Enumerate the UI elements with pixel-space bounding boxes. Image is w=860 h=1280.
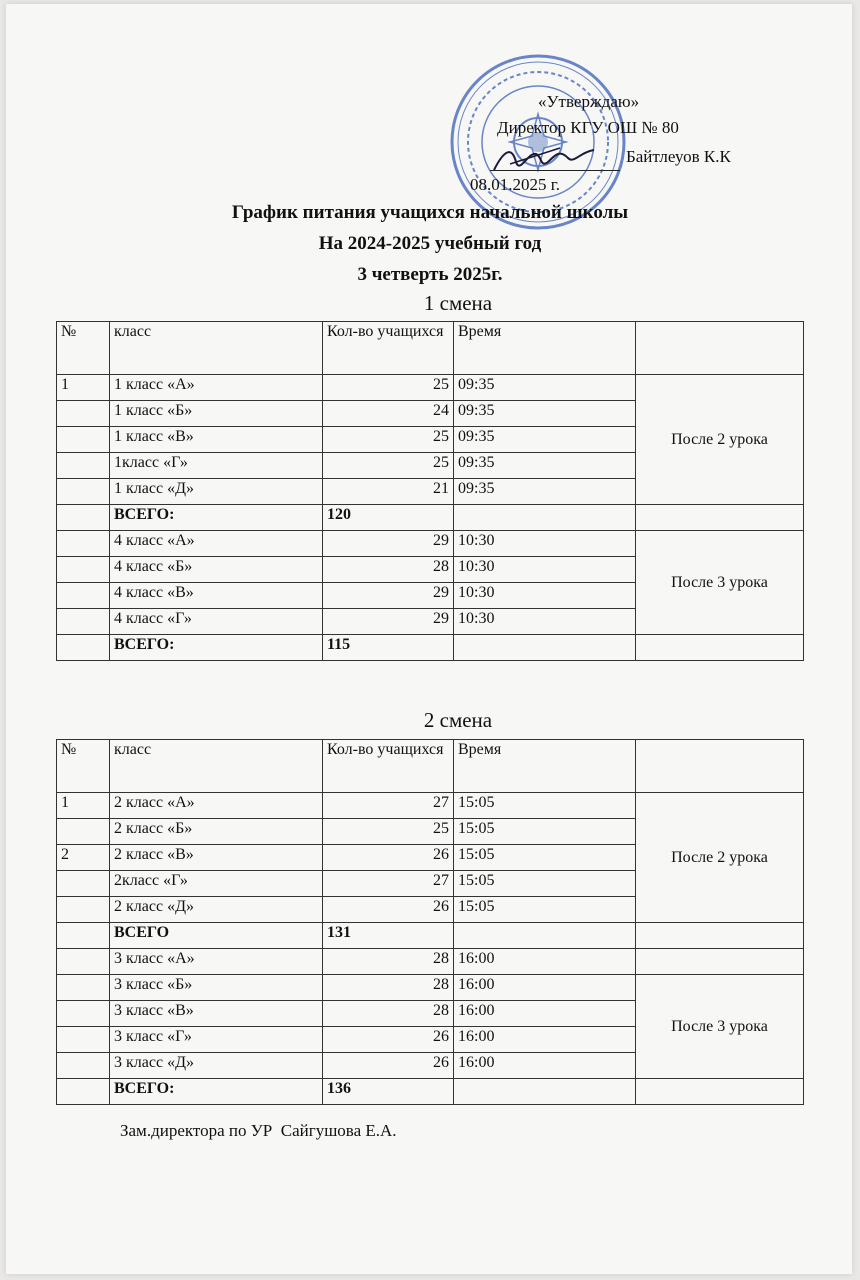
total-count: 115 xyxy=(323,635,454,661)
total-count: 136 xyxy=(323,1079,454,1105)
row-time: 16:00 xyxy=(454,1001,636,1027)
approval-position: Директор КГУ ОШ № 80 xyxy=(497,118,679,137)
row-count: 21 xyxy=(323,479,454,505)
row-note: После 2 урока xyxy=(636,375,804,505)
row-no xyxy=(57,609,110,635)
row-no xyxy=(57,427,110,453)
row-class: 2класс «Г» xyxy=(110,871,323,897)
row-class: 1 класс «А» xyxy=(110,375,323,401)
row-count: 25 xyxy=(323,375,454,401)
header-time: Время xyxy=(454,740,636,793)
row-time: 09:35 xyxy=(454,453,636,479)
row-count: 26 xyxy=(323,897,454,923)
total-row xyxy=(57,923,804,949)
footer-signatory: Зам.директора по УР Сайгушова Е.А. xyxy=(120,1121,397,1140)
row-class: 3 класс «В» xyxy=(110,1001,323,1027)
row-count: 29 xyxy=(323,609,454,635)
row-count: 25 xyxy=(323,819,454,845)
shift-2-title: 2 смена xyxy=(423,708,493,732)
row-class: 3 класс «А» xyxy=(110,949,323,975)
row-count: 26 xyxy=(323,845,454,871)
row-no xyxy=(57,1001,110,1027)
row-no xyxy=(57,531,110,557)
row-no xyxy=(57,949,110,975)
document-subtitle-quarter: 3 четверть 2025г. xyxy=(357,264,503,285)
table-header-row xyxy=(57,322,804,375)
row-time: 15:05 xyxy=(454,897,636,923)
row-count: 28 xyxy=(323,975,454,1001)
total-row xyxy=(57,505,804,531)
approval-date: 08.01.2025 г. xyxy=(470,175,561,194)
header-no: № xyxy=(57,740,110,793)
row-note xyxy=(636,1079,804,1105)
row-no xyxy=(57,557,110,583)
table-row xyxy=(57,975,804,1001)
row-no xyxy=(57,923,110,949)
row-count: 28 xyxy=(323,949,454,975)
table-row xyxy=(57,375,804,401)
row-class: 2 класс «А» xyxy=(110,793,323,819)
row-count: 29 xyxy=(323,583,454,609)
total-row xyxy=(57,1079,804,1105)
approval-name: Байтлеуов К.К xyxy=(626,147,731,166)
row-time: 15:05 xyxy=(454,793,636,819)
row-class: 4 класс «Г» xyxy=(110,609,323,635)
row-time: 10:30 xyxy=(454,609,636,635)
row-class: 4 класс «А» xyxy=(110,531,323,557)
header-count: Кол-во учащихся xyxy=(323,322,454,375)
total-label: ВСЕГО: xyxy=(110,1079,323,1105)
header-count: Кол-во учащихся xyxy=(323,740,454,793)
approval-heading: «Утверждаю» xyxy=(538,92,640,111)
row-count: 26 xyxy=(323,1053,454,1079)
total-count: 131 xyxy=(323,923,454,949)
table-row xyxy=(57,793,804,819)
header-class: класс xyxy=(110,740,323,793)
row-time: 15:05 xyxy=(454,819,636,845)
table-row xyxy=(57,531,804,557)
header-note xyxy=(636,740,804,793)
table-header-row xyxy=(57,740,804,793)
row-no xyxy=(57,1027,110,1053)
row-time: 15:05 xyxy=(454,871,636,897)
row-class: 3 класс «Б» xyxy=(110,975,323,1001)
row-time: 15:05 xyxy=(454,845,636,871)
total-label: ВСЕГО xyxy=(110,923,323,949)
row-class: 2 класс «Б» xyxy=(110,819,323,845)
row-note xyxy=(636,635,804,661)
row-no xyxy=(57,583,110,609)
row-class: 3 класс «Г» xyxy=(110,1027,323,1053)
row-no xyxy=(57,819,110,845)
row-note xyxy=(636,923,804,949)
row-no xyxy=(57,453,110,479)
row-count: 27 xyxy=(323,793,454,819)
row-no xyxy=(57,635,110,661)
header-class: класс xyxy=(110,322,323,375)
header-note xyxy=(636,322,804,375)
row-no xyxy=(57,505,110,531)
row-count: 27 xyxy=(323,871,454,897)
row-class: 1 класс «Б» xyxy=(110,401,323,427)
row-no xyxy=(57,401,110,427)
row-time: 10:30 xyxy=(454,531,636,557)
table-row xyxy=(57,949,804,975)
header-time: Время xyxy=(454,322,636,375)
header-no: № xyxy=(57,322,110,375)
row-note xyxy=(636,949,804,975)
row-no xyxy=(57,897,110,923)
document-title: График питания учащихся начальной школы xyxy=(231,202,629,223)
row-count: 26 xyxy=(323,1027,454,1053)
row-class: 2 класс «Д» xyxy=(110,897,323,923)
row-count: 28 xyxy=(323,1001,454,1027)
row-class: 1 класс «В» xyxy=(110,427,323,453)
row-time xyxy=(454,923,636,949)
row-no xyxy=(57,1079,110,1105)
row-time: 09:35 xyxy=(454,427,636,453)
row-no: 1 xyxy=(57,375,110,401)
row-time: 16:00 xyxy=(454,975,636,1001)
row-time: 09:35 xyxy=(454,375,636,401)
row-class: 2 класс «В» xyxy=(110,845,323,871)
row-class: 4 класс «В» xyxy=(110,583,323,609)
total-row xyxy=(57,635,804,661)
row-time: 09:35 xyxy=(454,401,636,427)
row-no xyxy=(57,479,110,505)
row-time: 10:30 xyxy=(454,583,636,609)
signature-line xyxy=(490,170,620,171)
row-note: После 3 урока xyxy=(636,531,804,635)
row-note xyxy=(636,505,804,531)
row-time: 09:35 xyxy=(454,479,636,505)
row-count: 29 xyxy=(323,531,454,557)
row-no: 2 xyxy=(57,845,110,871)
row-no: 1 xyxy=(57,793,110,819)
row-time: 16:00 xyxy=(454,1053,636,1079)
row-time: 16:00 xyxy=(454,1027,636,1053)
row-time: 16:00 xyxy=(454,949,636,975)
row-no xyxy=(57,975,110,1001)
row-note: После 2 урока xyxy=(636,793,804,923)
total-count: 120 xyxy=(323,505,454,531)
row-class: 1класс «Г» xyxy=(110,453,323,479)
row-class: 3 класс «Д» xyxy=(110,1053,323,1079)
row-time xyxy=(454,1079,636,1105)
row-count: 25 xyxy=(323,453,454,479)
document-subtitle-year: На 2024-2025 учебный год xyxy=(318,233,542,254)
row-time: 10:30 xyxy=(454,557,636,583)
shift-1-title: 1 смена xyxy=(423,291,493,315)
row-note: После 3 урока xyxy=(636,975,804,1079)
row-count: 24 xyxy=(323,401,454,427)
row-no xyxy=(57,1053,110,1079)
row-time xyxy=(454,635,636,661)
row-count: 28 xyxy=(323,557,454,583)
row-count: 25 xyxy=(323,427,454,453)
row-no xyxy=(57,871,110,897)
row-class: 4 класс «Б» xyxy=(110,557,323,583)
row-class: 1 класс «Д» xyxy=(110,479,323,505)
row-time xyxy=(454,505,636,531)
shift-1-table xyxy=(56,321,804,661)
total-label: ВСЕГО: xyxy=(110,505,323,531)
total-label: ВСЕГО: xyxy=(110,635,323,661)
shift-2-table xyxy=(56,739,804,1105)
